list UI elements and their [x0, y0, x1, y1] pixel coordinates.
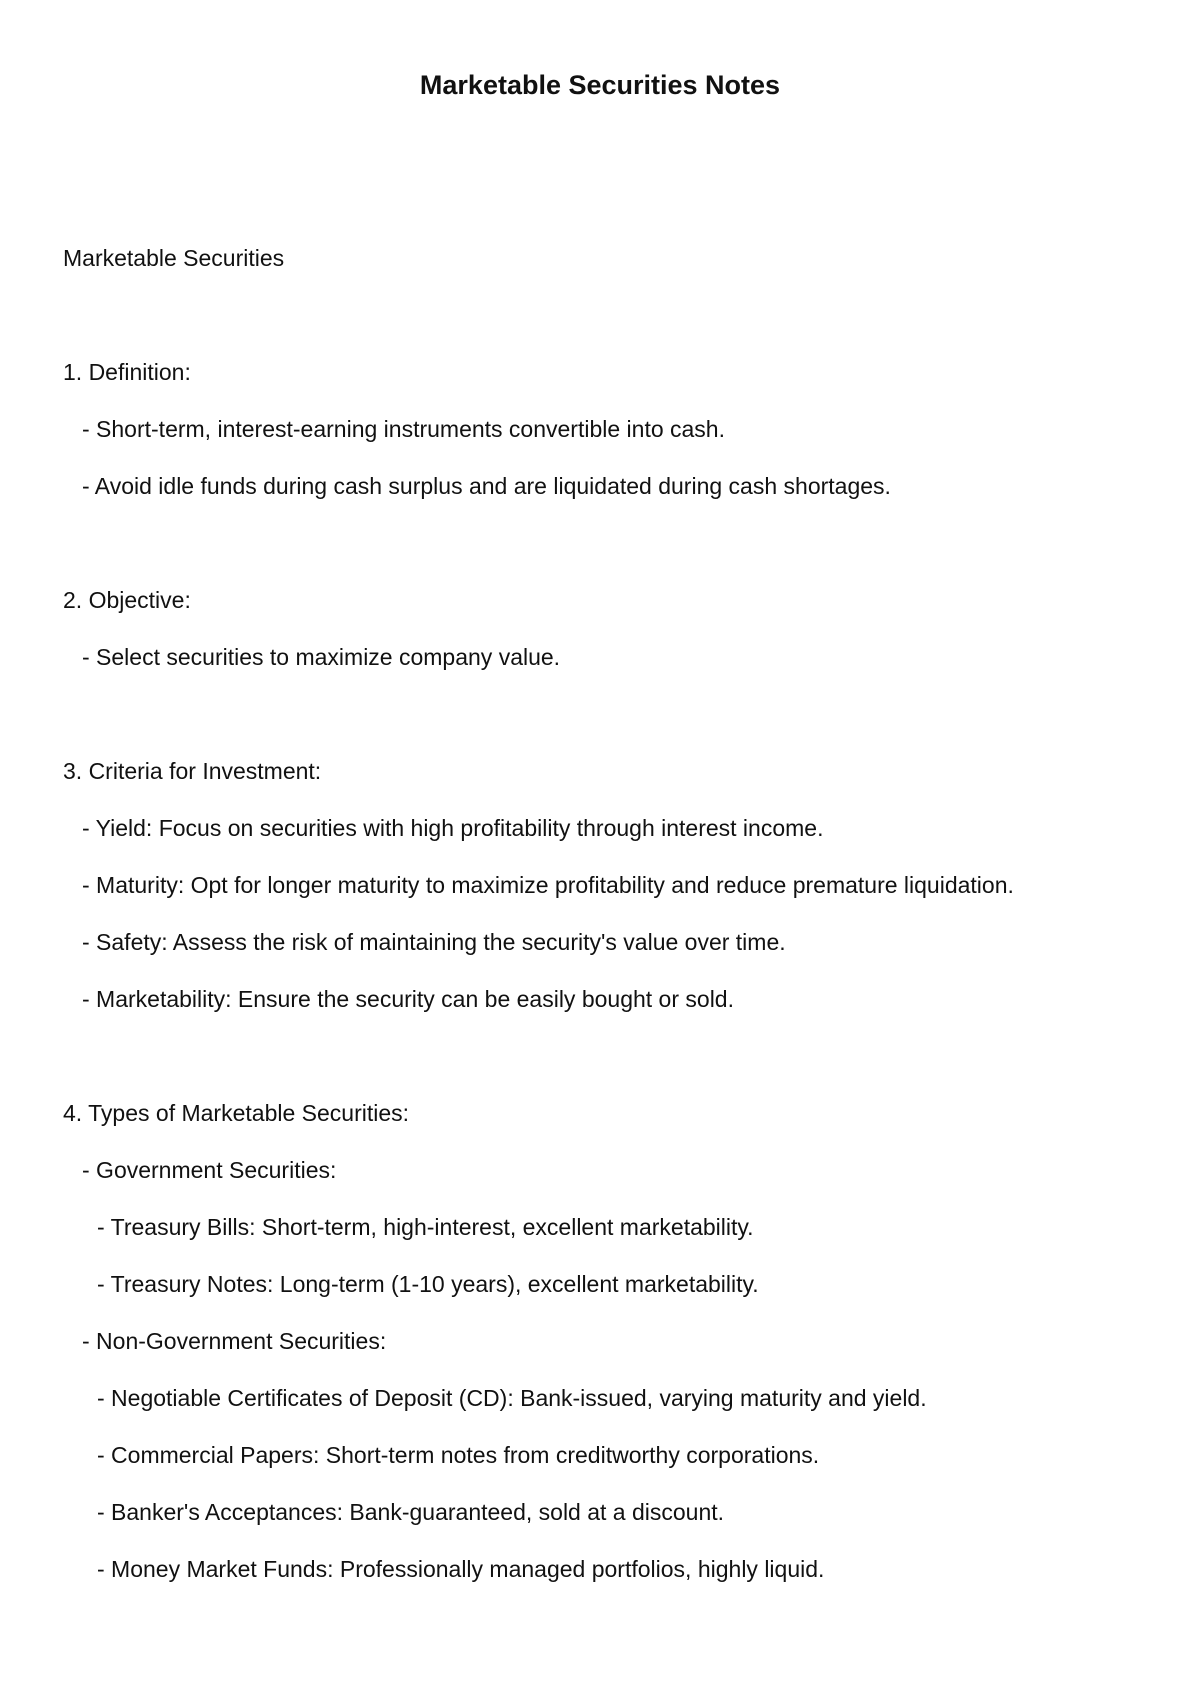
document-title: Marketable Securities Notes	[419, 70, 781, 100]
list-item: - Short-term, interest-earning instruments convertible into cash.	[82, 416, 725, 442]
section-heading-main: Marketable Securities	[63, 245, 285, 271]
list-item: - Money Market Funds: Professionally managed portfolios, highly liquid.	[97, 1556, 825, 1582]
list-item: - Marketability: Ensure the security can be easily bought or sold.	[82, 986, 734, 1012]
list-item: - Negotiable Certificates of Deposit (CD): Bank-issued, varying maturity and yield.	[97, 1385, 927, 1411]
section-heading-types: 4. Types of Marketable Securities:	[63, 1100, 410, 1126]
list-item: - Maturity: Opt for longer maturity to maximize profitability and reduce premature liquidation.	[82, 872, 1014, 898]
section-heading-criteria: 3. Criteria for Investment:	[63, 758, 322, 784]
list-item: - Yield: Focus on securities with high profitability through interest income.	[82, 815, 824, 841]
list-item: - Banker's Acceptances: Bank-guaranteed, sold at a discount.	[97, 1499, 725, 1525]
list-item: - Non-Government Securities:	[82, 1328, 387, 1354]
list-item: - Treasury Notes: Long-term (1-10 years), excellent marketability.	[97, 1271, 759, 1297]
list-item: - Government Securities:	[82, 1157, 337, 1183]
list-item: - Treasury Bills: Short-term, high-interest, excellent marketability.	[97, 1214, 754, 1240]
list-item: - Commercial Papers: Short-term notes from creditworthy corporations.	[97, 1442, 820, 1468]
section-heading-objective: 2. Objective:	[63, 587, 191, 613]
list-item: - Avoid idle funds during cash surplus and are liquidated during cash shortages.	[82, 473, 891, 499]
section-heading-definition: 1. Definition:	[63, 359, 191, 385]
list-item: - Safety: Assess the risk of maintaining the security's value over time.	[82, 929, 786, 955]
list-item: - Select securities to maximize company value.	[82, 644, 561, 670]
